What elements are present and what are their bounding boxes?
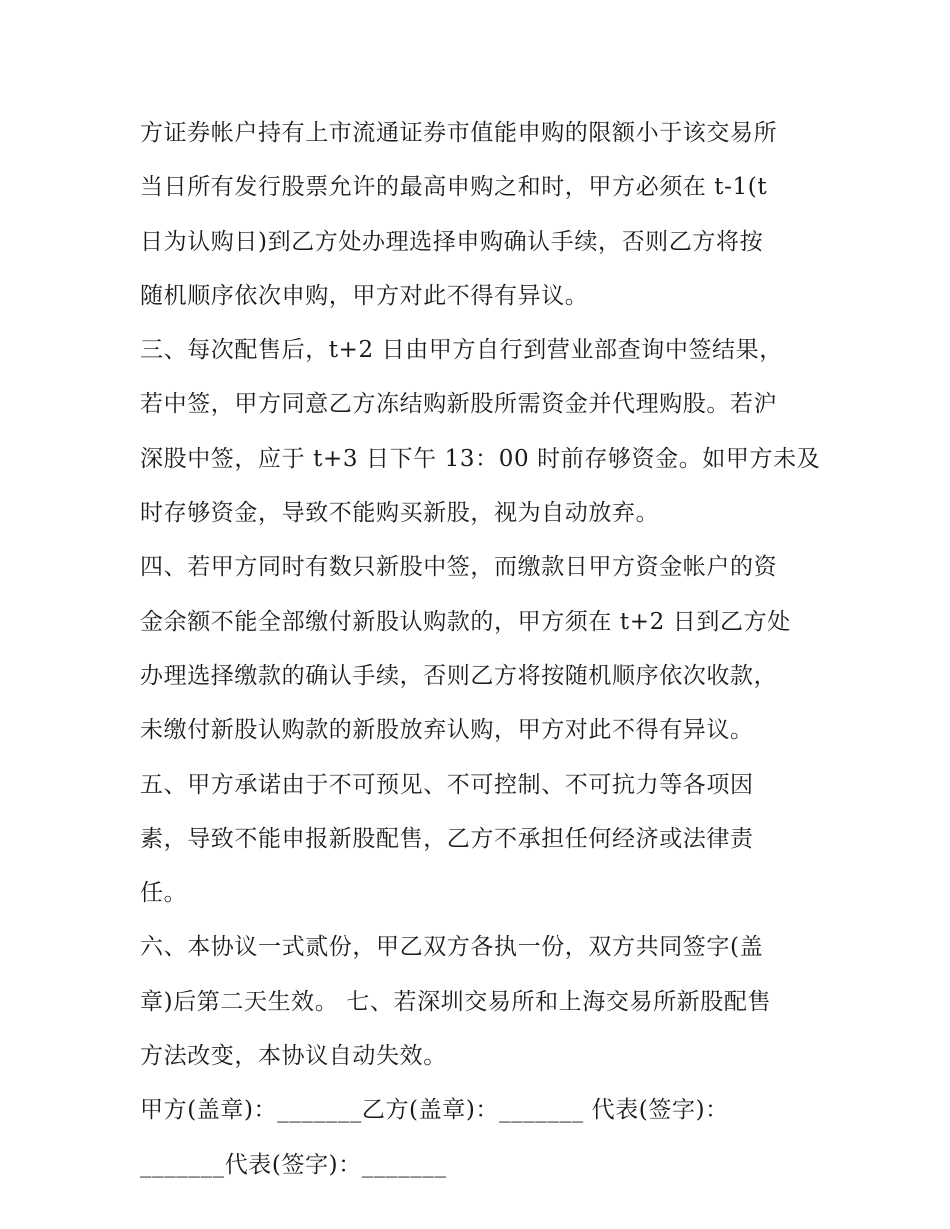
text-line: 办理选择缴款的确认手续，否则乙方将按随机顺序依次收款， xyxy=(140,662,778,689)
text-line: 任。 xyxy=(140,880,188,907)
text-line: 金余额不能全部缴付新股认购款的，甲方须在 t+2 日到乙方处 xyxy=(140,608,791,635)
agreement-body xyxy=(140,106,820,1192)
clause-six-line: 六、本协议一式贰份，甲乙双方各执一份，双方共同签字(盖 xyxy=(140,934,764,961)
text-line: 深股中签，应于 t+3 日下午 13：00 时前存够资金。如甲方未及 xyxy=(140,445,821,472)
text-line: 若中签，甲方同意乙方冻结购新股所需资金并代理购股。若沪 xyxy=(140,391,778,418)
text-line: 未缴付新股认购款的新股放弃认购，甲方对此不得有异议。 xyxy=(140,717,754,744)
text-line: 章)后第二天生效。 七、若深圳交易所和上海交易所新股配售 xyxy=(140,988,772,1015)
text-line: 方证券帐户持有上市流通证券市值能申购的限额小于该交易所 xyxy=(140,120,778,146)
clause-three-line: 三、每次配售后，t+2 日由甲方自行到营业部查询中签结果， xyxy=(140,337,783,364)
text-line: 随机顺序依次申购，甲方对此不得有异议。 xyxy=(140,282,589,309)
text-line: 时存够资金，导致不能购买新股，视为自动放弃。 xyxy=(140,500,660,527)
clause-four-line: 四、若甲方同时有数只新股中签，而缴款日甲方资金帐户的资 xyxy=(140,554,778,581)
clause-five-line: 五、甲方承诺由于不可预见、不可控制、不可抗力等各项因 xyxy=(140,771,754,798)
text-line: 日为认购日)到乙方处办理选择申购确认手续，否则乙方将按 xyxy=(140,228,764,255)
text-line: 当日所有发行股票允许的最高申购之和时，甲方必须在 t-1(t xyxy=(140,174,768,201)
text-line: 素，导致不能申报新股配售，乙方不承担任何经济或法律责 xyxy=(140,825,754,852)
signature-line: 甲方(盖章)：_______乙方(盖章)：_______ 代表(签字)： xyxy=(140,1097,729,1124)
signature-line: _______代表(签字)：_______ xyxy=(140,1151,447,1178)
text-line: 方法改变，本协议自动失效。 xyxy=(140,1043,447,1070)
